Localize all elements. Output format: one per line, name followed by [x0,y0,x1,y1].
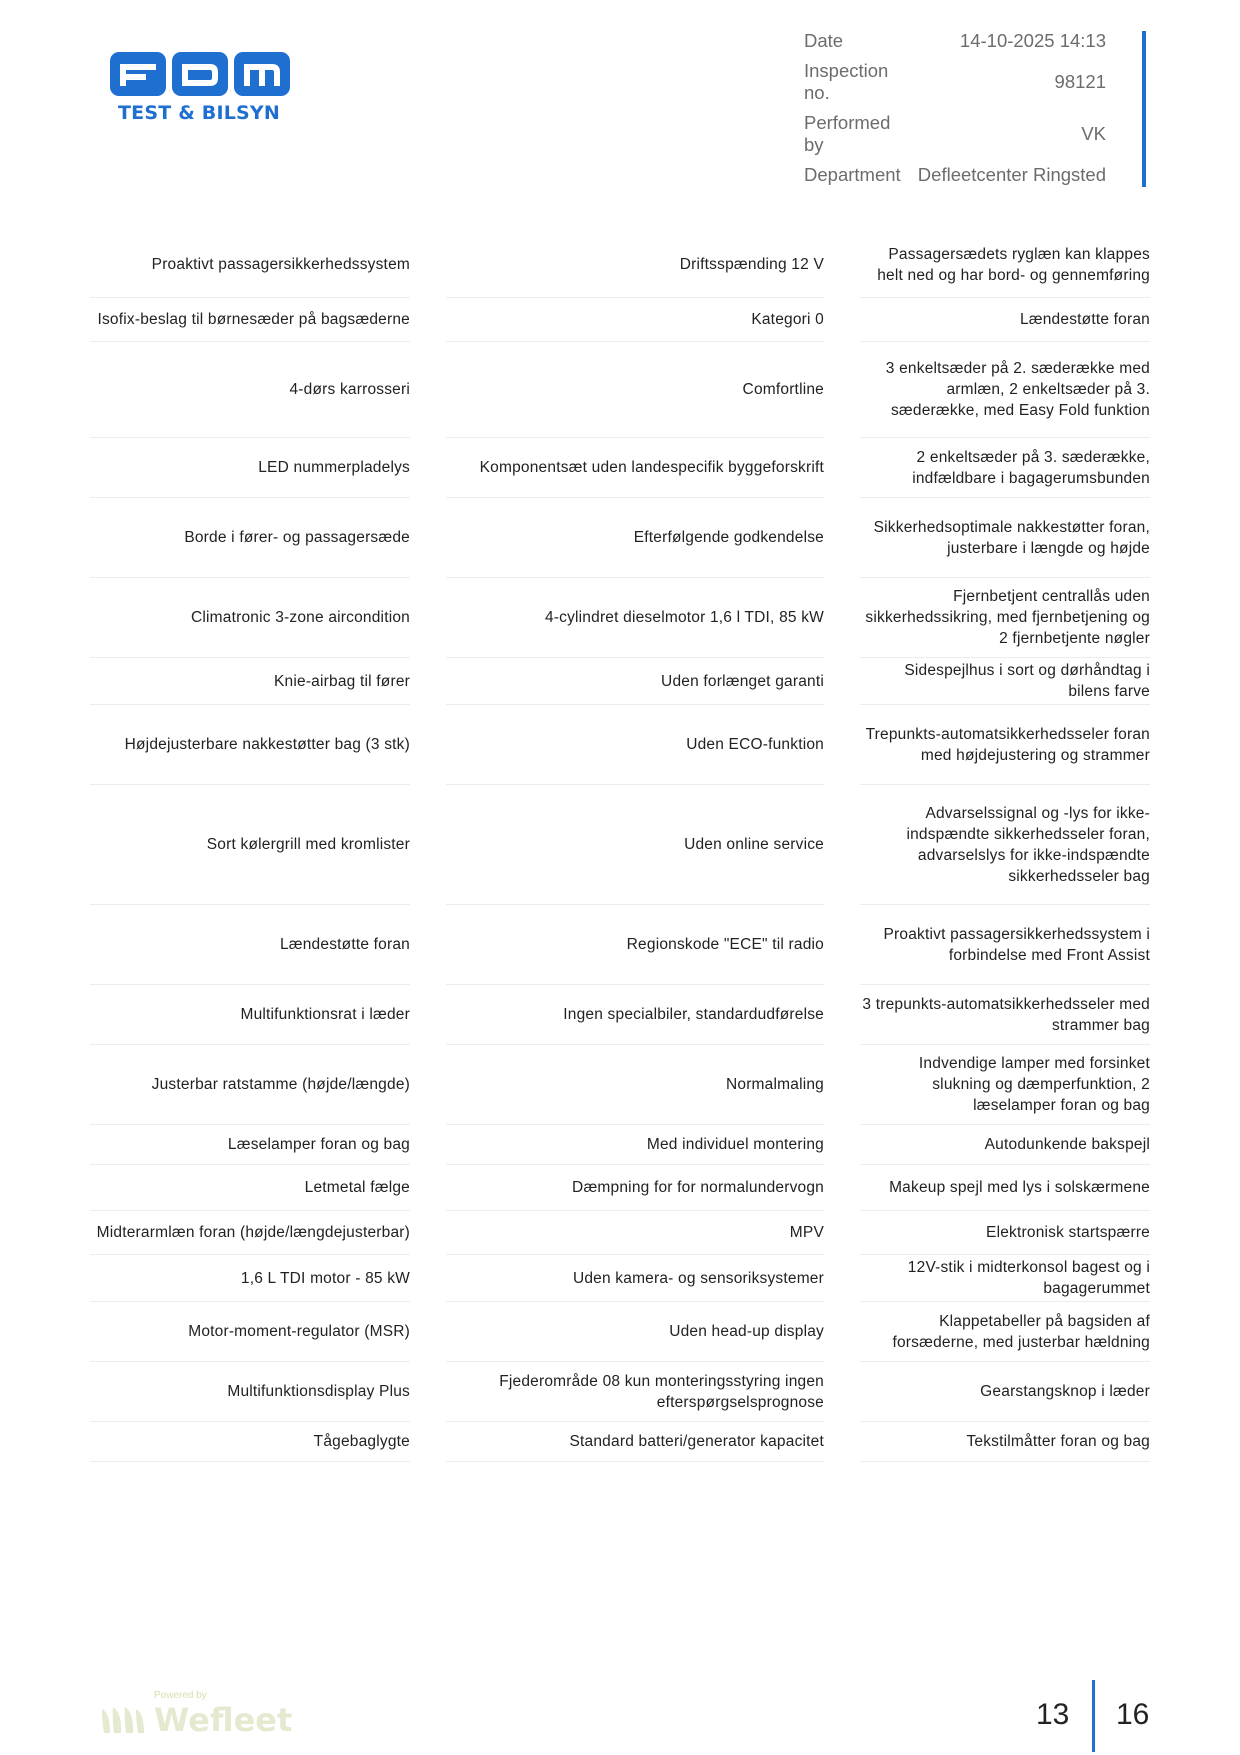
equipment-item: Klappetabeller på bagsiden af forsæderne, med justerbar hældning [860,1302,1150,1362]
equipment-item: Sidespejlhus i sort og dørhåndtag i bilens farve [860,658,1150,705]
meta-date [804,30,1106,52]
equipment-item: 4-dørs karrosseri [90,342,410,438]
equipment-item: Uden kamera- og sensoriksystemer [446,1255,824,1302]
equipment-item: Proaktivt passagersikkerhedssystem [90,232,410,298]
equipment-item: 3 enkeltsæder på 2. sæderække med armlæn, 2 enkeltsæder på 3. sæderække, med Easy Fold funktion [860,342,1150,438]
meta-inspection-no [804,60,1106,104]
meta-label: Performed by [804,112,891,155]
equipment-item: Komponentsæt uden landespecifik byggeforskrift [446,438,824,498]
meta-value: VK [1081,123,1106,144]
page-indicator [1020,1680,1160,1752]
equipment-item: Normalmaling [446,1045,824,1125]
equipment-list [90,232,1150,1462]
equipment-row [90,298,1150,342]
equipment-item: Motor-moment-regulator (MSR) [90,1302,410,1362]
equipment-row [90,705,1150,785]
equipment-item: 1,6 L TDI motor - 85 kW [90,1255,410,1302]
equipment-item: Med individuel montering [446,1125,824,1165]
equipment-item: Multifunktionsdisplay Plus [90,1362,410,1422]
equipment-item: Makeup spejl med lys i solskærmene [860,1165,1150,1211]
equipment-item: Advarselssignal og -lys for ikke-indspændte sikkerhedsseler foran, advarselslys for ikke-indspændte sikkerhedsseler bag [860,785,1150,905]
meta-value: 14-10-2025 14:13 [959,30,1106,51]
equipment-item: Letmetal fælge [90,1165,410,1211]
equipment-item: Uden forlænget garanti [446,658,824,705]
equipment-row [90,438,1150,498]
wefleet-watermark [100,1690,292,1739]
equipment-item: Sort kølergrill med kromlister [90,785,410,905]
equipment-item: Midterarmlæn foran (højde/længdejusterbar) [90,1211,410,1255]
equipment-item: Climatronic 3-zone aircondition [90,578,410,658]
equipment-row [90,578,1150,658]
equipment-item: Elektronisk startspærre [860,1211,1150,1255]
equipment-item: 3 trepunkts-automatsikkerhedsseler med strammer bag [860,985,1150,1045]
equipment-item: Comfortline [446,342,824,438]
meta-label: Department [804,164,901,185]
page-separator [1092,1680,1095,1752]
equipment-item: Uden online service [446,785,824,905]
equipment-item: Uden head-up display [446,1302,824,1362]
equipment-item: Tågebaglygte [90,1422,410,1462]
equipment-item: Kategori 0 [446,298,824,342]
equipment-item: Standard batteri/generator kapacitet [446,1422,824,1462]
equipment-row [90,1422,1150,1462]
equipment-item: Multifunktionsrat i læder [90,985,410,1045]
equipment-item: Lændestøtte foran [860,298,1150,342]
fdm-logo-mark [110,52,290,96]
wefleet-leaf-icon [100,1705,146,1735]
fdm-logo [110,52,290,124]
equipment-row [90,342,1150,438]
equipment-row [90,1255,1150,1302]
equipment-item: Autodunkende bakspejl [860,1125,1150,1165]
wefleet-brand: Wefleet [154,1701,293,1739]
equipment-item: Læselamper foran og bag [90,1125,410,1165]
equipment-row [90,1302,1150,1362]
equipment-item: LED nummerpladelys [90,438,410,498]
equipment-item: Indvendige lamper med forsinket slukning og dæmperfunktion, 2 læselamper foran og bag [860,1045,1150,1125]
equipment-item: Trepunkts-automatsikkerhedsseler foran med højdejustering og strammer [860,705,1150,785]
equipment-row [90,658,1150,705]
equipment-item: Sikkerhedsoptimale nakkestøtter foran, justerbare i længde og højde [860,498,1150,578]
equipment-row [90,1211,1150,1255]
equipment-row [90,1165,1150,1211]
powered-by-text: Powered by [154,1690,207,1701]
equipment-item: Passagersædets ryglæn kan klappes helt ned og har bord- og gennemføring [860,232,1150,298]
equipment-item: Højdejusterbare nakkestøtter bag (3 stk) [90,705,410,785]
meta-department [804,164,1106,186]
equipment-item: Driftsspænding 12 V [446,232,824,298]
equipment-item: 2 enkeltsæder på 3. sæderække, indfældbare i bagagerumsbunden [860,438,1150,498]
equipment-item: Proaktivt passagersikkerhedssystem i forbindelse med Front Assist [860,905,1150,985]
equipment-item: Gearstangsknop i læder [860,1362,1150,1422]
equipment-item: Dæmpning for for normalundervogn [446,1165,824,1211]
equipment-item: Ingen specialbiler, standardudførelse [446,985,824,1045]
equipment-item: Efterfølgende godkendelse [446,498,824,578]
equipment-item: Fjederområde 08 kun monteringsstyring ingen efterspørgselsprognose [446,1362,824,1422]
equipment-item: Tekstilmåtter foran og bag [860,1422,1150,1462]
equipment-row [90,785,1150,905]
equipment-row [90,1362,1150,1422]
equipment-item: Borde i fører- og passagersæde [90,498,410,578]
meta-accent-bar [1142,31,1146,187]
equipment-item: Lændestøtte foran [90,905,410,985]
meta-label: Inspection no. [804,60,889,103]
equipment-row [90,232,1150,298]
equipment-item: Regionskode "ECE" til radio [446,905,824,985]
page-total: 16 [1116,1698,1150,1731]
meta-value: Defleetcenter Ringsted [917,164,1106,185]
equipment-row [90,985,1150,1045]
equipment-row [90,905,1150,985]
equipment-row [90,498,1150,578]
equipment-row [90,1125,1150,1165]
equipment-row [90,1045,1150,1125]
meta-label: Date [804,30,844,51]
equipment-item: 4-cylindret dieselmotor 1,6 l TDI, 85 kW [446,578,824,658]
meta-value: 98121 [1054,71,1106,92]
meta-performed-by [804,112,1106,156]
equipment-item: MPV [446,1211,824,1255]
logo-tagline: TEST & BILSYN [118,102,280,124]
equipment-item: 12V-stik i midterkonsol bagest og i bagagerummet [860,1255,1150,1302]
equipment-item: Knie-airbag til fører [90,658,410,705]
inspection-meta [804,30,1106,194]
equipment-item: Fjernbetjent centrallås uden sikkerhedssikring, med fjernbetjening og 2 fjernbetjente nøgler [860,578,1150,658]
equipment-item: Uden ECO-funktion [446,705,824,785]
page-current: 13 [1036,1698,1070,1731]
equipment-item: Justerbar ratstamme (højde/længde) [90,1045,410,1125]
equipment-item: Isofix-beslag til børnesæder på bagsæderne [90,298,410,342]
